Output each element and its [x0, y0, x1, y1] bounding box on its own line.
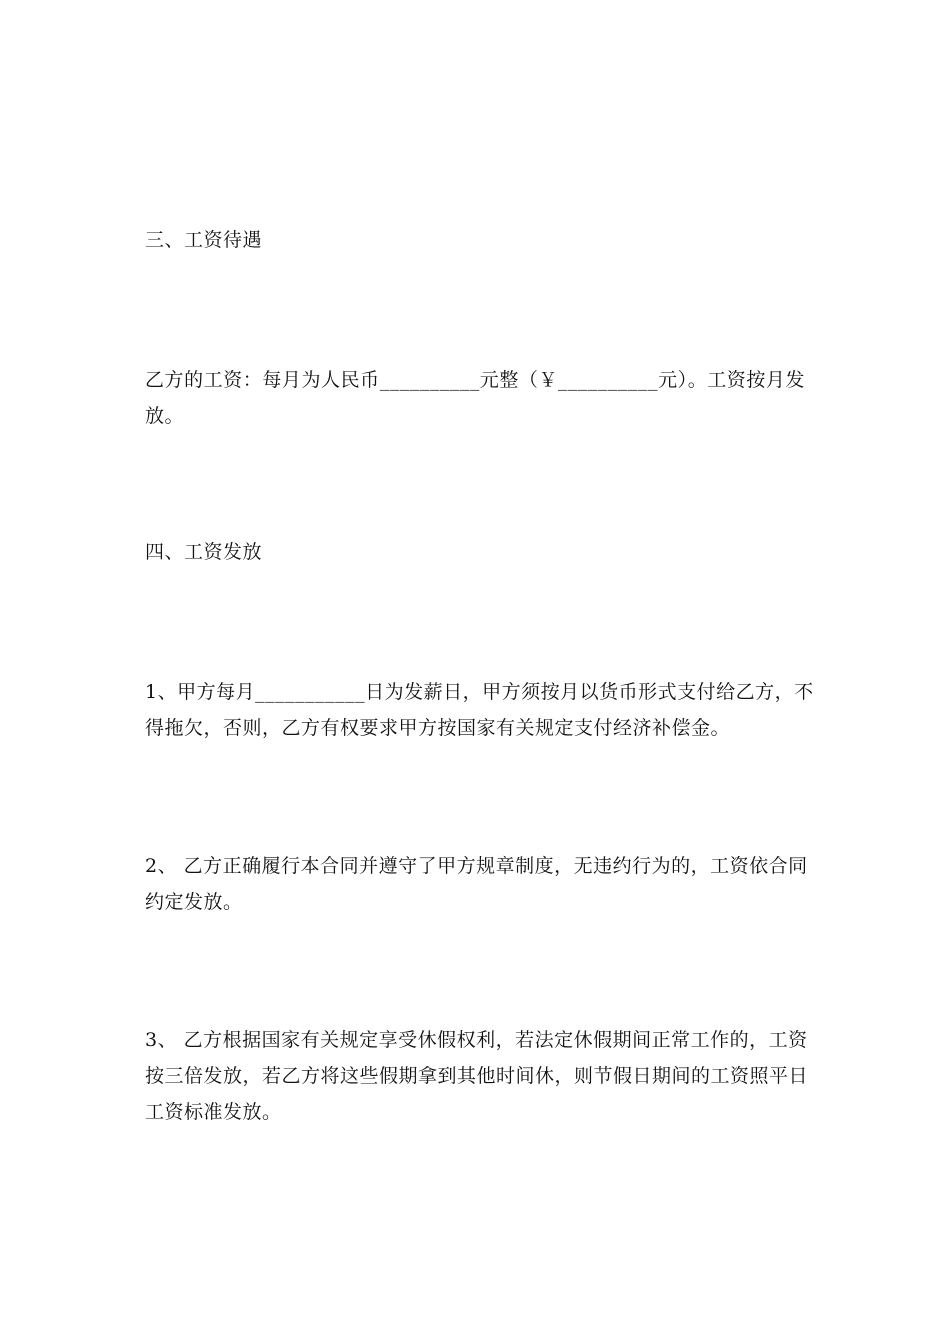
- paragraph-compliance: 2、 乙方正确履行本合同并遵守了甲方规章制度，无违约行为的，工资依合同 约定发放。: [145, 855, 808, 913]
- section-heading-wage-payment: 四、工资发放: [145, 541, 263, 563]
- paragraph-holiday-pay: 3、 乙方根据国家有关规定享受休假权利，若法定休假期间正常工作的，工资 按三倍发放，若乙方将这些假期拿到其他时间休，则节假日期间的工资照平日 工资标准发放。: [145, 1029, 809, 1123]
- section-heading-wages: 三、工资待遇: [145, 229, 263, 251]
- paragraph-payday: 1、甲方每月___________日为发薪日，甲方须按月以货币形式支付给乙方，不 得拖欠，否则，乙方有权要求甲方按国家有关规定支付经济补偿金。: [145, 681, 814, 739]
- paragraph-wage-amount: 乙方的工资：每月为人民币__________元整（￥__________元）。工资按月发 放。: [145, 369, 805, 427]
